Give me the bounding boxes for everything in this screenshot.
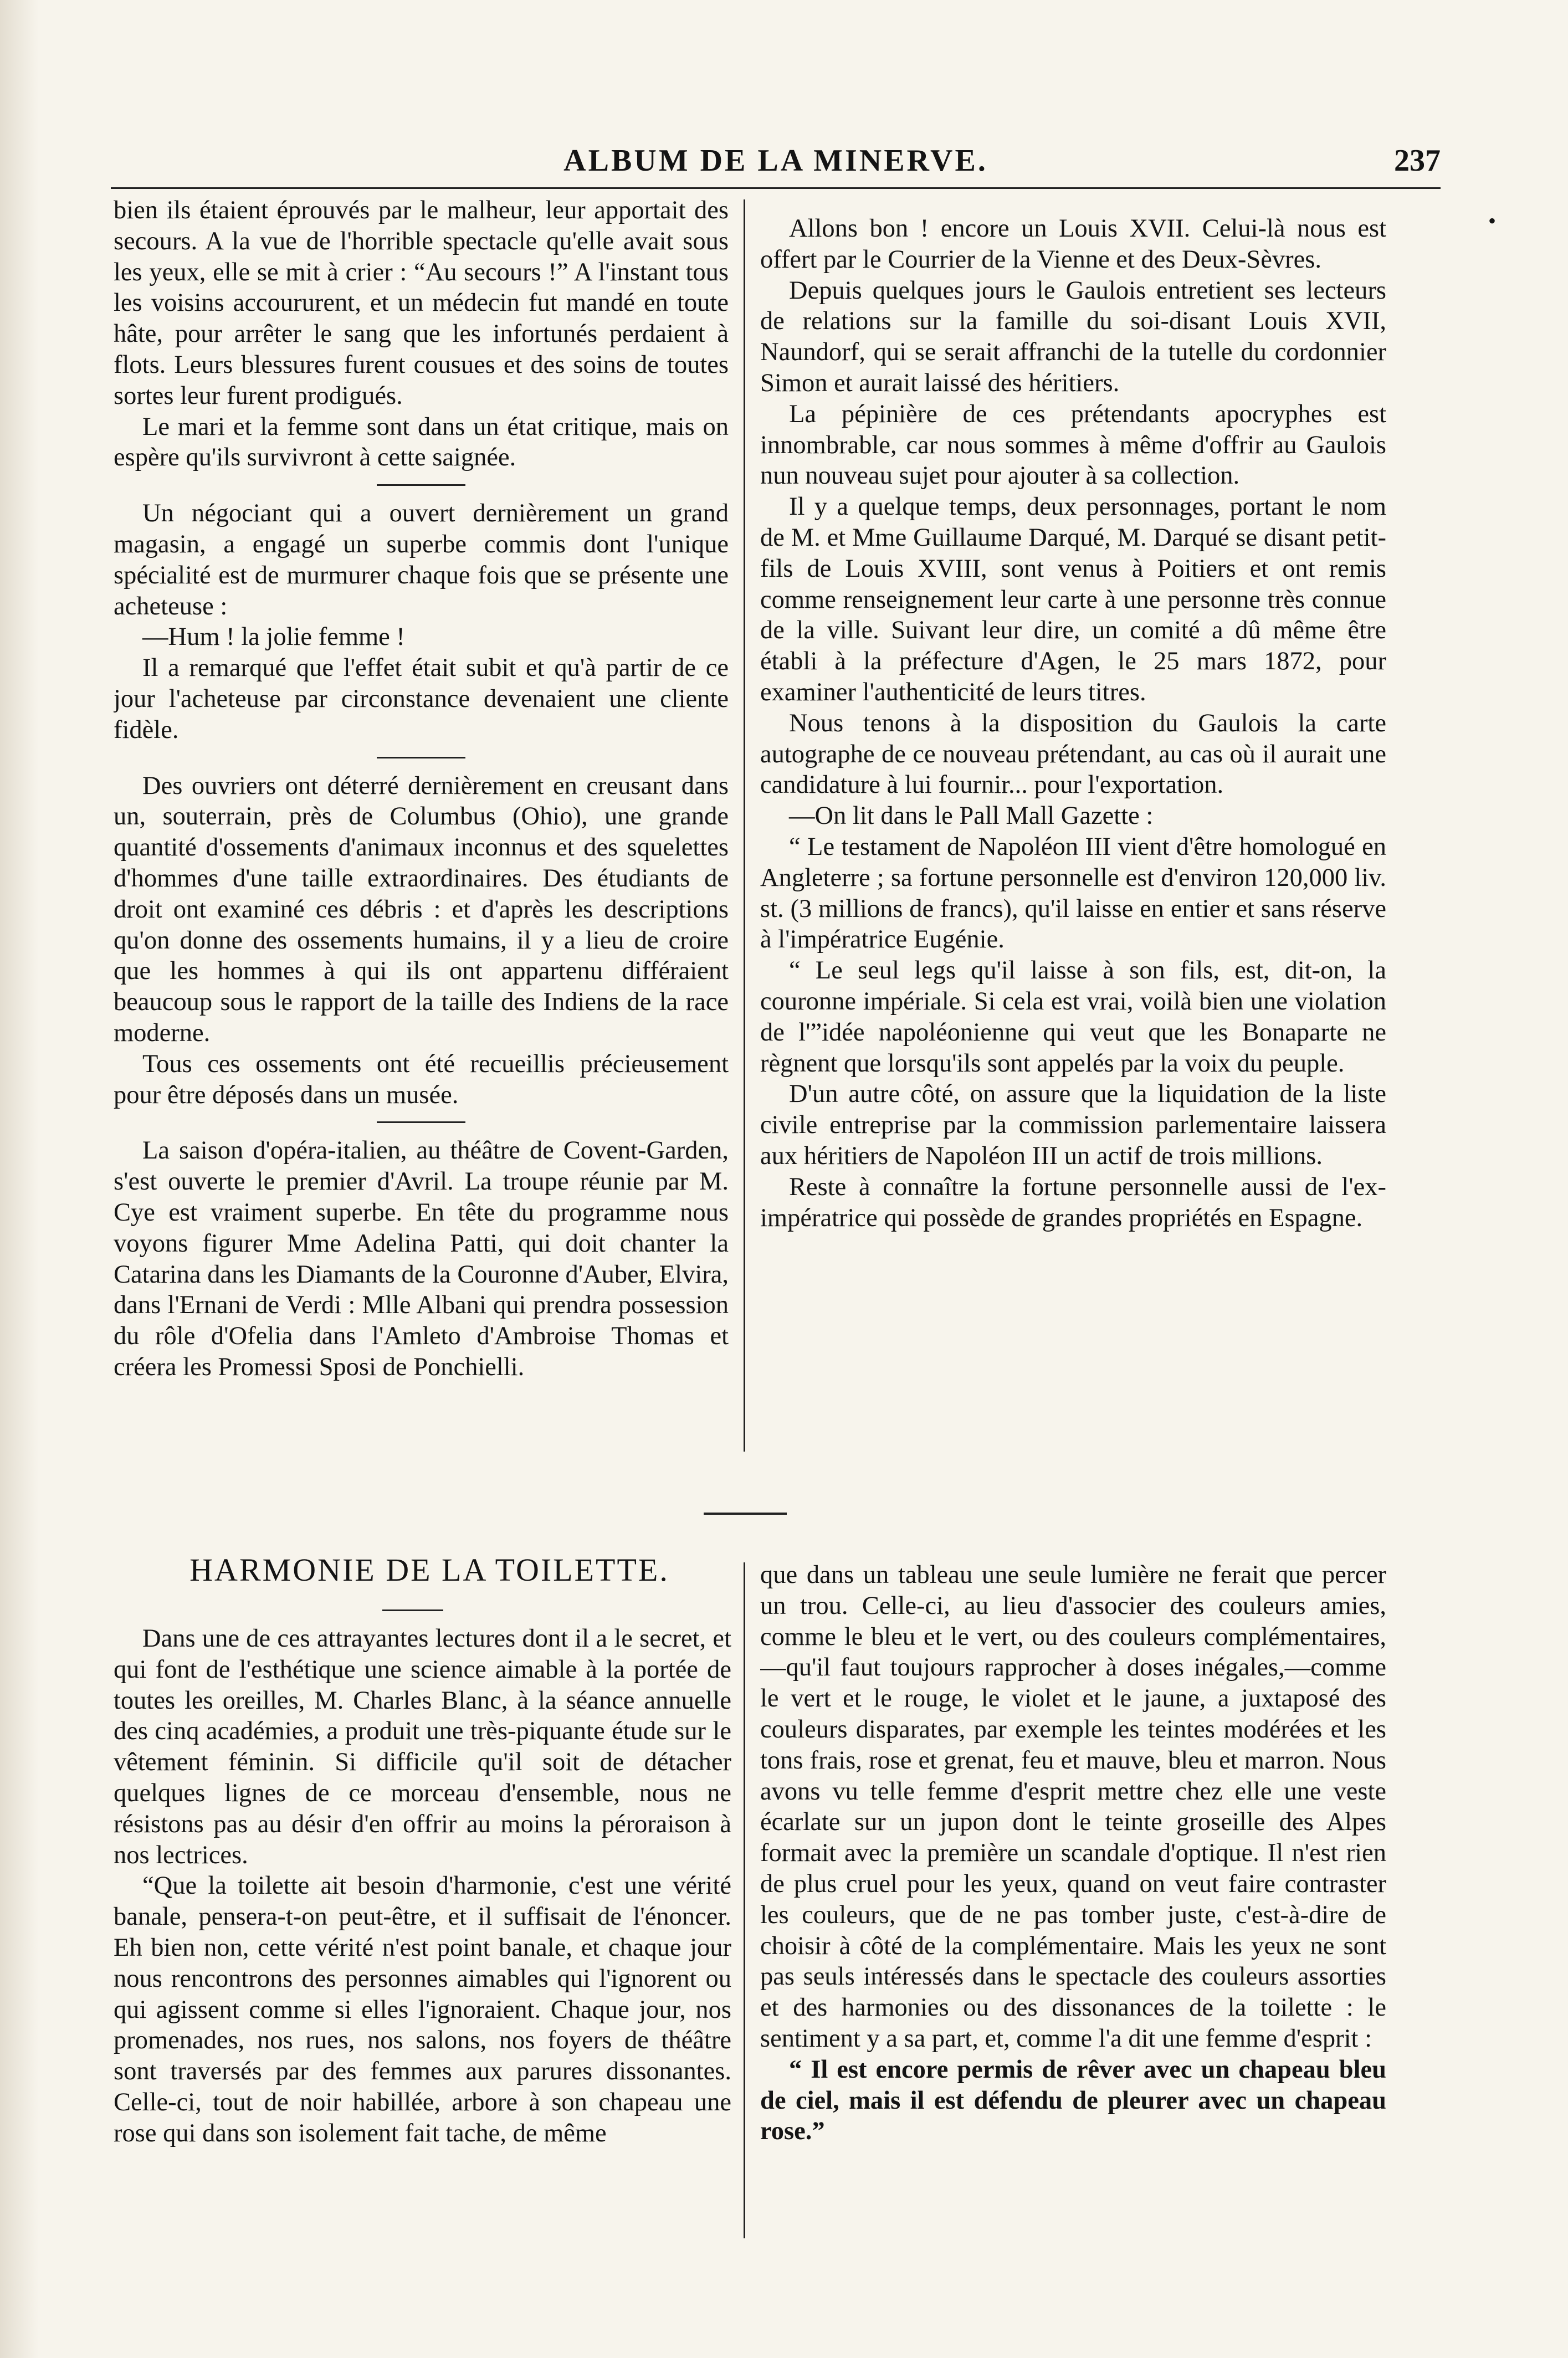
top-left-column <box>114 195 729 1486</box>
page-number: 237 <box>1394 143 1441 178</box>
paragraph: Reste à connaître la fortune personnelle aussi de l'ex-impératrice qui possède de grandes propriétés en Espagne. <box>760 1172 1386 1232</box>
running-title: ALBUM DE LA MINERVE. <box>563 143 988 178</box>
paragraph: Tous ces ossements ont été recueillis précieusement pour être déposés dans un musée. <box>114 1049 729 1109</box>
paragraph: “Que la toilette ait besoin d'harmonie, c'est une vérité banale, pensera-t-on peut-être, et il suffisait de l'énoncer. Eh bien non, cette vérité n'est point banale, et chaque jour nous rencontrons des personnes aimables qui l'ignorent ou qui agissent comme si elles l'ignoraient. Chaque jour, nos promenades, nos rues, nos salons, nos foyers de théâtre sont traversés par des femmes aux parures dissonantes. Celle-ci, tout de noir habillée, arbore à son chapeau une rose qui dans son isolement fait tache, de même <box>114 1872 731 2147</box>
paragraph: Depuis quelques jours le Gaulois entretient ses lecteurs de relations sur la famille du soi-disant Louis XVII, Naundorf, qui se serait affranchi de la tutelle du cordonnier Simon et aurait laissé des héritiers. <box>760 276 1386 397</box>
paragraph: La pépinière de ces prétendants apocryphes est innombrable, car nous sommes à même d'offrir au Gaulois nun nouveau sujet pour ajouter à sa collection. <box>760 399 1386 490</box>
paragraph: Il a remarqué que l'effet était subit et qu'à partir de ce jour l'acheteuse par circonstance devenaient une cliente fidèle. <box>114 654 729 744</box>
article-separator <box>377 1121 465 1123</box>
bottom-left-column <box>114 1623 731 2249</box>
paragraph: Dans une de ces attrayantes lectures dont il a le secret, et qui font de l'esthétique une science aimable à la portée de toutes les oreilles, M. Charles Blanc, à la séance annuelle des cinq académies, a produit une très-piquante étude sur le vêtement féminin. Si difficile qu'il soit de détacher quelques lignes de ce morceau d'ensemble, nous ne résistons pas au désir d'en offrir au moins la péroraison à nos lectrices. <box>114 1624 731 1869</box>
paragraph: Il y a quelque temps, deux personnages, portant le nom de M. et Mme Guillaume Darqué, M. Darqué se disant petit-fils de Louis XVIII, sont venus à Poitiers et ont remis comme renseignement leur carte à une personne très connue de la ville. Suivant leur dire, un comité a dû même être établi à la préfecture d'Agen, le 25 mars 1872, pour examiner l'authenticité de leurs titres. <box>760 493 1386 706</box>
bottom-right-column <box>760 1560 1386 2247</box>
paragraph: Allons bon ! encore un Louis XVII. Celui-là nous est offert par le Courrier de la Vienne et des Deux-Sèvres. <box>760 214 1386 274</box>
header-rule <box>111 187 1441 189</box>
paragraph: La saison d'opéra-italien, au théâtre de Covent-Garden, s'est ouverte le premier d'Avril. La troupe réunie par M. Cye est vraiment superbe. En tête du programme nous voyons figurer Mme Adelina Patti, qui doit chanter la Catarina dans les Diamants de la Couronne d'Auber, Elvira, dans l'Ernani de Verdi : Mlle Albani qui prendra possession du rôle d'Ofelia dans l'Amleto d'Ambroise Thomas et créera les Promessi Sposi de Ponchielli. <box>114 1136 729 1381</box>
top-right-column <box>760 213 1386 1488</box>
paragraph: “ Le seul legs qu'il laisse à son fils, est, dit-on, la couronne impériale. Si cela est vrai, voilà bien une violation de l'”idée napoléonienne qui veut que les Bonaparte ne règnent que lorsqu'ils sont appelés par la voix du peuple. <box>760 956 1386 1078</box>
article-separator <box>377 484 465 486</box>
paragraph: Nous tenons à la disposition du Gaulois la carte autographe de ce nouveau prétendant, au cas où il aurait une candidature à lui fournir... pour l'exportation. <box>760 709 1386 799</box>
paragraph: que dans un tableau une seule lumière ne ferait que percer un trou. Celle-ci, au lieu d'associer des couleurs amies, comme le bleu et le vert, ou des couleurs complémentaires,—qu'il faut toujours rapprocher à doses inégales,—comme le vert et le rouge, le violet et le jaune, a juxtaposé des couleurs disparates, par exemple les teintes modérées et les tons frais, rose et grenat, feu et mauve, bleu et marron. Nous avons vu telle femme d'esprit mettre chez elle une veste écarlate sur un jupon dont le teinte groseille des Alpes formait avec la première un scandale d'optique. Il n'est rien de plus cruel pour les yeux, quand on veut faire contraster les couleurs, que de ne pas tomber juste, c'est-à-dire de choisir à côté de la complémentaire. Mais les yeux ne sont pas seuls intéressés dans le spectacle des couleurs assorties et des harmonies ou des dissonances de la toilette : le sentiment y a sa part, et, comme l'a dit une femme d'esprit : <box>760 1561 1386 2053</box>
title-separator <box>382 1609 443 1611</box>
paragraph: —On lit dans le Pall Mall Gazette : <box>789 802 1154 831</box>
column-divider <box>744 199 745 1452</box>
paragraph: D'un autre côté, on assure que la liquidation de la liste civile entreprise par la commission parlementaire laissera aux héritiers de Napoléon III un actif de trois millions. <box>760 1080 1386 1170</box>
page-header <box>111 143 1441 182</box>
margin-mark: • <box>1488 208 1496 233</box>
article-separator <box>377 757 465 758</box>
paragraph: bien ils étaient éprouvés par le malheur, leur apportait des secours. A la vue de l'horrible spectacle qu'elle avait sous les yeux, elle se mit à crier : “Au secours !” A l'instant tous les voisins accoururent, et un médecin fut mandé en toute hâte, pour arrêter le sang que les infortunés perdaient à flots. Leurs blessures furent cousues et des soins de toutes sortes leur furent prodigués. <box>114 196 729 410</box>
paragraph: “ Le testament de Napoléon III vient d'être homologué en Angleterre ; sa fortune personnelle est d'environ 120,000 liv. st. (3 millions de francs), qu'il laisse en entier et sans réserve à l'impératrice Eugénie. <box>760 832 1386 954</box>
paragraph: Des ouvriers ont déterré dernièrement en creusant dans un, souterrain, près de Columbus (Ohio), une grande quantité d'ossements d'animaux inconnus et des squelettes d'hommes d'une taille extraordinaires. Des étudiants de droit ont examiné ces débris : et d'après les descriptions qu'on donne des ossements humains, il y a lieu de croire que les hommes à qui ils ont appartenu différaient beaucoup sous le rapport de la taille des Indiens de la race moderne. <box>114 771 729 1047</box>
paragraph: Le mari et la femme sont dans un état critique, mais on espère qu'ils survivront à cette saignée. <box>114 412 729 472</box>
column-divider <box>744 1562 745 2238</box>
section-title: HARMONIE DE LA TOILETTE. <box>189 1552 669 1588</box>
section-separator <box>704 1513 787 1515</box>
closing-quote: “ Il est encore permis de rêver avec un chapeau bleu de ciel, mais il est défendu de pleurer avec un chapeau rose.” <box>760 2055 1386 2146</box>
paragraph: Un négociant qui a ouvert dernièrement un grand magasin, a engagé un superbe commis dont l'unique spécialité est de murmurer chaque fois que se présente une acheteuse : <box>114 499 729 621</box>
page-binding-shadow <box>0 0 39 2358</box>
paragraph: —Hum ! la jolie femme ! <box>142 623 405 652</box>
